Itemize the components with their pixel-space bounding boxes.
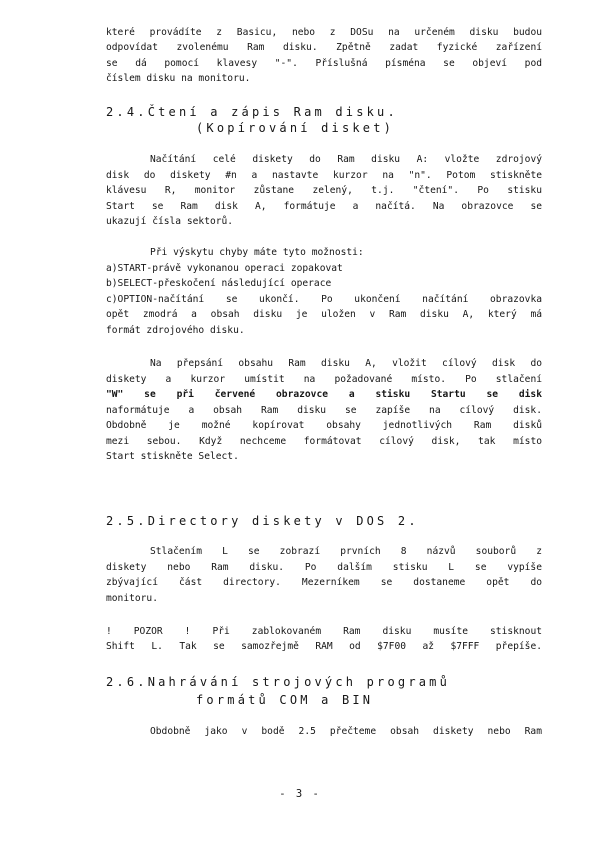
page-number: - 3 - [279, 788, 321, 800]
warning-line: Shift L. Tak se samozřejmě RAM od $7F00 až $7FFF přepíše. [106, 641, 542, 652]
section-heading: 2.6.Nahrávání strojových programů [106, 675, 451, 689]
text-line: číslem disku na monitoru. [106, 73, 251, 84]
text-line: které provádíte z Basicu, nebo z DOSu na určeném disku budou [106, 27, 542, 38]
list-item: a)START-právě vykonanou operaci zopakovat [106, 263, 343, 274]
text-line: monitoru. [106, 593, 158, 604]
text-line: disk do diskety #n a nastavte kurzor na "n". Potom stiskněte [106, 170, 542, 181]
text-line: Stlačením L se zobrazí prvních 8 názvů souborů z [150, 546, 542, 557]
text-line: Načítání celé diskety do Ram disku A: vložte zdrojový [150, 154, 542, 165]
text-line: naformátuje a obsah Ram disku se zapíše na cílový disk. [106, 405, 542, 416]
text-line: klávesu R, monitor zůstane zelený, t.j. "čtení". Po stisku [106, 185, 542, 196]
list-item: b)SELECT-přeskočení následující operace [106, 278, 332, 289]
text-line: Start se Ram disk A, formátuje a načítá. Na obrazovce se [106, 201, 542, 212]
text-line: Na přepsání obsahu Ram disku A, vložit cílový disk do [150, 358, 542, 369]
text-line: opět zmodrá a obsah disku je uložen v Ram disku A, který má [106, 309, 542, 320]
text-line: "W" se při červené obrazovce a stisku Startu se disk [106, 389, 542, 400]
text-line: Při výskytu chyby máte tyto možnosti: [150, 247, 364, 258]
text-line: diskety a kurzor umístit na požadované místo. Po stlačení [106, 374, 542, 385]
warning-line: ! POZOR ! Při zablokovaném Ram disku musíte stisknout [106, 626, 542, 637]
text-line: Start stiskněte Select. [106, 451, 239, 462]
text-line: odpovídat zvolenému Ram disku. Zpětně zadat fyzické zařízení [106, 42, 542, 53]
text-line: ukazují čísla sektorů. [106, 216, 234, 227]
section-heading: 2.4.Čtení a zápis Ram disku. [106, 105, 398, 119]
section-subheading: formátů COM a BIN [196, 693, 374, 707]
text-line: Obdobně je možné kopírovat obsahy jednotlivých Ram disků [106, 420, 542, 431]
text-line: zbývající část directory. Mezerníkem se dostaneme opět do [106, 577, 542, 588]
text-line: se dá pomocí klavesy "-". Příslušná písména se objeví pod [106, 58, 542, 69]
text-line: Obdobně jako v bodě 2.5 přečteme obsah diskety nebo Ram [150, 726, 542, 737]
text-line: formát zdrojového disku. [106, 325, 245, 336]
text-line: diskety nebo Ram disku. Po dalším stisku L se vypíše [106, 562, 542, 573]
section-subheading: (Kopírování disket) [196, 121, 395, 135]
text-line: mezi sebou. Když nechceme formátovat cílový disk, tak místo [106, 436, 542, 447]
list-item: c)OPTION-načítání se ukončí. Po ukončení načítání obrazovka [106, 294, 542, 305]
section-heading: 2.5.Directory diskety v DOS 2. [106, 514, 419, 528]
